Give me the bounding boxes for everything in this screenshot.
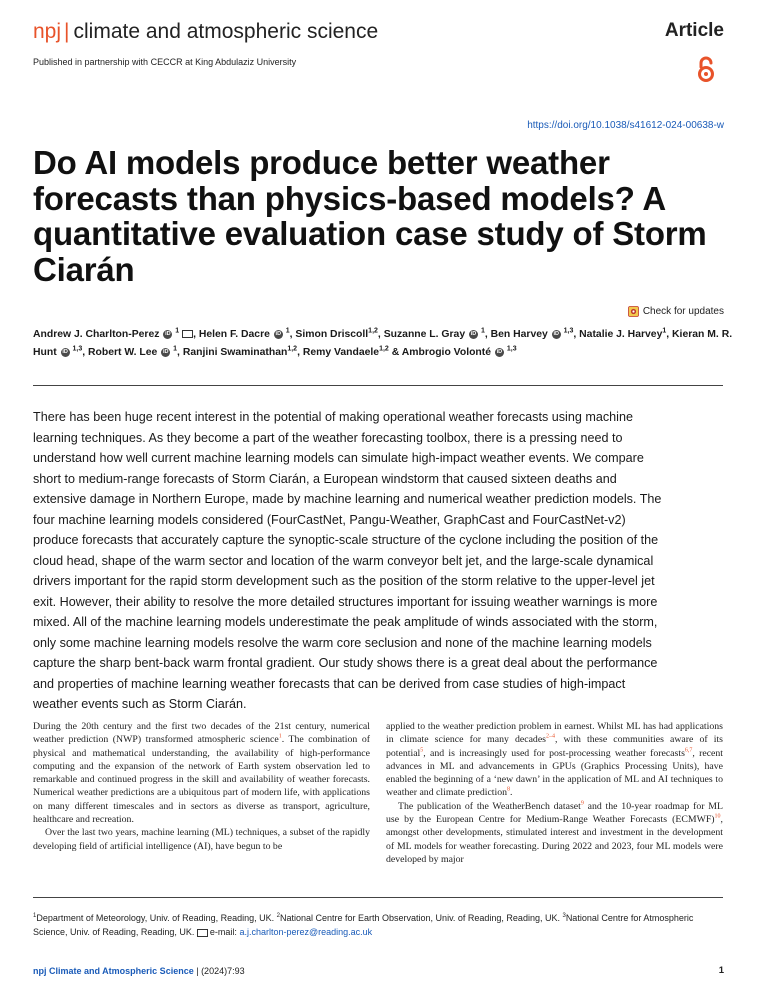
orcid-icon[interactable]: iD — [553, 330, 559, 337]
email-icon[interactable] — [182, 330, 193, 338]
check-for-updates-button[interactable] — [628, 306, 724, 317]
citation-reference[interactable]: 8 — [507, 787, 511, 794]
page-number: 1 — [718, 965, 724, 976]
author-name[interactable]: Ranjini Swaminathan — [182, 347, 288, 358]
orcid-icon[interactable]: iD — [62, 348, 68, 355]
orcid-icon[interactable]: iD — [496, 348, 503, 355]
author-separator: , — [573, 329, 580, 340]
author-name[interactable]: Helen F. Dacre — [198, 329, 270, 340]
citation-reference[interactable]: 6,7 — [684, 747, 693, 754]
author-affiliation: 1 — [283, 327, 290, 335]
author-name[interactable]: Simon Driscoll — [295, 329, 369, 340]
author-name[interactable]: Kieran M. R. Hunt — [33, 329, 733, 358]
author-name[interactable]: Ambrogio Volonté — [401, 347, 492, 358]
author-separator: , — [297, 347, 303, 358]
abstract-divider — [33, 385, 723, 386]
author-separator: , — [484, 329, 491, 340]
author-separator: , — [289, 329, 296, 340]
email-link[interactable]: a.j.charlton-perez@reading.ac.uk — [239, 927, 373, 937]
abstract: There has been huge recent interest in the potential of making operational weather forecasts using machine learning techniques. As they become a part of the weather forecasting toolbox, there is a pressing need to understand how well current machine learning models can simulate high-impact weather events. We compare short to medium-range forecasts of Storm Ciarán, a European windstorm that caused sixteen deaths and extensive damage in Northern Europe, made by machine learning and numerical weather prediction models. The four machine learning models considered (FourCastNet, Pangu-Weather, GraphCast and FourCastNet-v2) produce forecasts that accurately capture the synoptic-scale structure of the cyclone including the position of the cloud head, shape of the warm sector and location of the warm conveyor belt jet, and the large-scale dynamical drivers important for the rapid storm development such as the position of the storm relative to the upper-level jet exit. However, their ability to resolve the more detailed structures important for issuing weather warnings is more mixed. All of the machine learning models underestimate the peak amplitude of winds associated with the storm, only some machine learning models resolve the warm core seclusion and none of the machine learning models capture the sharp bent-back warm frontal gradient. Our study shows there is a great deal about the performance and properties of machine learning weather forecasts that can be derived from case studies of high-impact weather events such as Storm Ciarán. — [33, 410, 662, 711]
body-paragraph: During the 20th century and the first two decades of the 21st century, numerical weather prediction (NWP) transformed atmospheric science$^1$. The combination of physical and mathematical understanding, the availability of high-performance computing and the expansion of the network of Earth system observation led to remarkable and continued progress in the skill and availability of weather forecasts. Numerical weather predictions are a ubiquitous part of modern life, with applications on many different timescales and in sectors as diverse as transport, agriculture, healthcare and recreation. — [33, 721, 370, 826]
author-separator: & — [388, 347, 402, 358]
citation-reference[interactable]: 2–4 — [545, 734, 555, 741]
author-name[interactable]: Ben Harvey — [490, 329, 548, 340]
author-affiliation: 1,2 — [287, 345, 298, 353]
body-paragraph: Over the last two years, machine learning (ML) techniques, a subset of the rapidly developing field of artificial intelligence (AI), have begun to be — [33, 827, 370, 852]
footnote-divider — [33, 897, 723, 898]
body-column-right — [386, 720, 723, 866]
citation-reference[interactable]: 9 — [580, 800, 584, 807]
author-affiliation: 1 — [479, 327, 485, 335]
orcid-icon[interactable]: iD — [470, 330, 477, 337]
doi-link[interactable]: https://doi.org/10.1038/s41612-024-00638-w — [527, 120, 724, 131]
partnership-note: Published in partnership with CECCR at King Abdulaziz University — [33, 57, 297, 67]
author-separator: , — [82, 347, 89, 358]
orcid-icon[interactable]: iD — [162, 348, 169, 355]
affiliation-number: 1 — [33, 913, 37, 919]
journal-brand[interactable]: npj — [33, 20, 62, 43]
author-affiliation: 1 — [173, 327, 180, 335]
author-affiliation: 1,3 — [70, 345, 83, 353]
citation-reference[interactable]: 5 — [420, 747, 424, 754]
affiliation-number: 2 — [276, 913, 280, 919]
article-title: Do AI models produce better weather forecasts than physics-based models? A quantitative evaluation case study of Storm Ciarán — [33, 144, 707, 288]
author-affiliation: 1,2 — [379, 345, 389, 353]
open-access-icon — [696, 55, 716, 83]
check-updates-label: Check for updates — [642, 306, 724, 317]
footer-citation: (2024)7:93 — [201, 966, 245, 976]
author-affiliation: 1 — [662, 327, 667, 335]
header-separator: | — [64, 20, 70, 43]
email-icon — [197, 929, 208, 937]
author-separator: , — [666, 329, 673, 340]
page-footer-citation: npj Climate and Atmospheric Science | (2024)7:93 — [33, 966, 245, 976]
body-paragraph: The publication of the WeatherBench dataset$^9$ and the 10-year roadmap for ML use by the European Centre for Medium-Range Weather Forecasts (ECMWF)$^{10}$, amongst other developments, stimulated interest and investment in the development of ML models for weather forecasting. During 2022 and 2023, four ML models were developed by major — [386, 800, 723, 865]
citation-reference[interactable]: 1 — [278, 734, 282, 741]
author-separator: , — [177, 347, 183, 358]
author-name[interactable]: Natalie J. Harvey — [579, 329, 663, 340]
check-updates-icon — [628, 306, 639, 317]
orcid-icon[interactable]: iD — [165, 330, 171, 337]
author-name[interactable]: Remy Vandaele — [302, 347, 380, 358]
author-affiliation: 1,2 — [368, 327, 378, 335]
orcid-icon[interactable]: iD — [275, 330, 282, 337]
affiliations-footnote: $^1$Department of Meteorology, Univ. of Reading, Reading, UK. $^2$National Centre for Earth Observation, Univ. of Reading, Reading, UK. $^3$National Centre for Atmospheric Science, Univ. of Reading, Reading, UK. e-mail: a.j.charlton-perez@reading.ac.uk — [33, 913, 694, 937]
citation-reference[interactable]: 10 — [714, 813, 721, 820]
author-affiliation: 1,3 — [561, 327, 574, 335]
author-list — [33, 326, 733, 362]
journal-name[interactable]: climate and atmospheric science — [73, 20, 379, 43]
author-affiliation: 1,3 — [504, 345, 517, 353]
author-affiliation: 1 — [171, 345, 178, 353]
journal-header — [33, 20, 378, 44]
affiliation-number: 3 — [562, 913, 566, 919]
body-paragraph: applied to the weather prediction problem in earnest. Whilst ML has had applications in climate science for many decades$^{2-4}$, with these communities aware of its potential$^5$, and is increasingly used for post-processing weather forecasts$^{6,7}$, recent advances in ML and advancements in GPUs (Graphics Processing Units), have enabled the beginning of a ‘new dawn’ in the application of ML and AI techniques to weather and climate prediction$^8$. — [386, 721, 724, 799]
author-name[interactable]: Andrew J. Charlton-Perez — [33, 329, 160, 340]
author-name[interactable]: Suzanne L. Gray — [383, 329, 466, 340]
body-column-left — [33, 720, 370, 853]
author-name[interactable]: Robert W. Lee — [88, 347, 158, 358]
author-separator: , — [193, 329, 199, 340]
author-separator: , — [377, 329, 384, 340]
article-type-label: Article — [664, 20, 724, 41]
footer-journal-name[interactable]: npj Climate and Atmospheric Science — [33, 966, 194, 976]
